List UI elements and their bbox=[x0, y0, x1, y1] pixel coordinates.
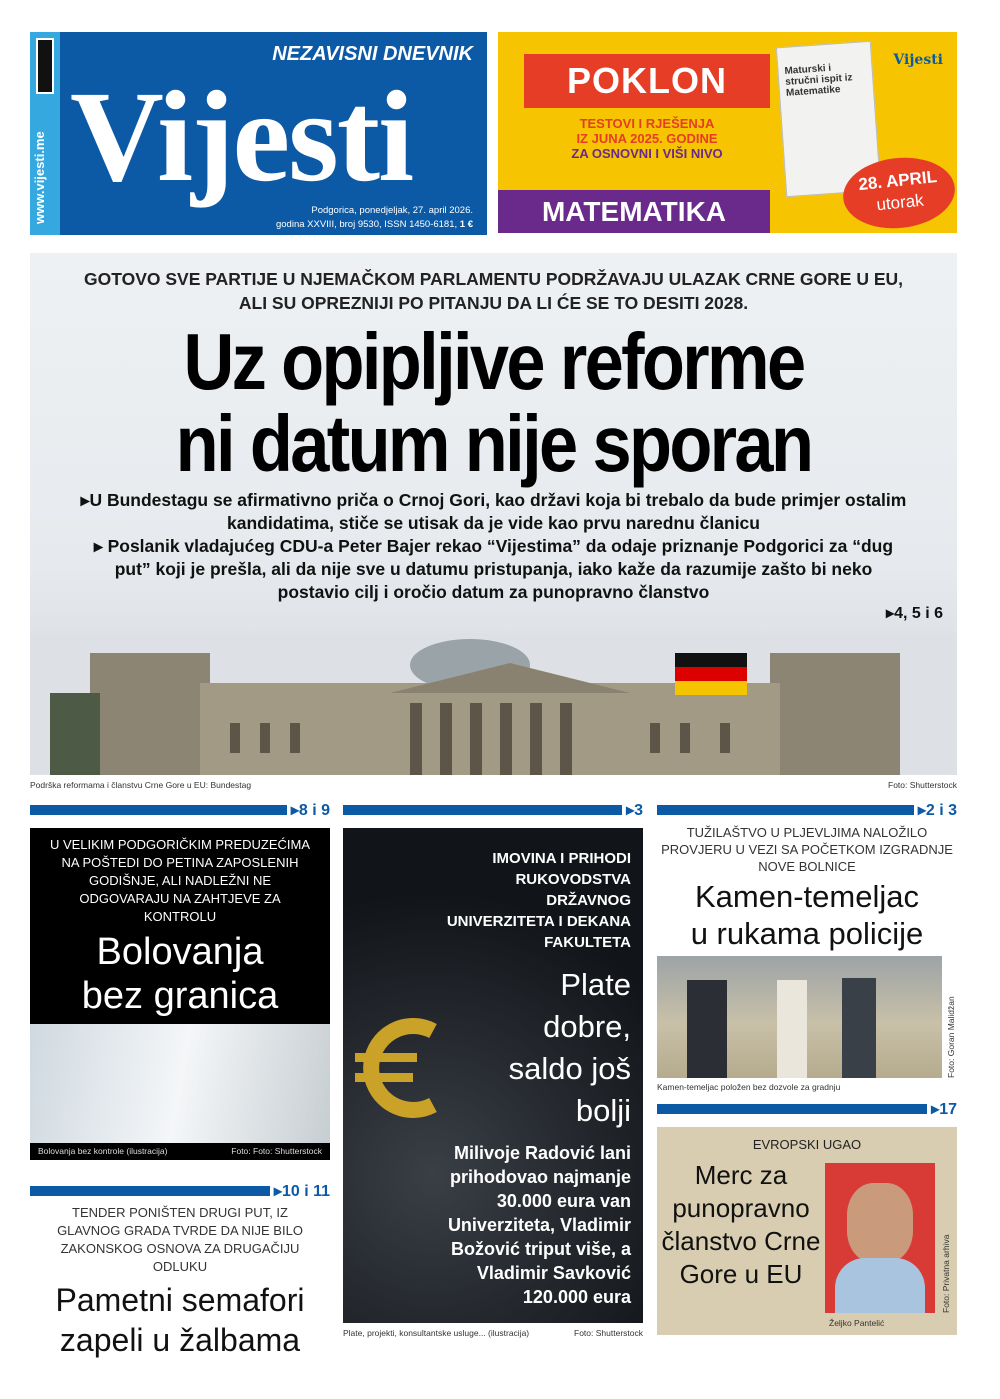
story-kicker: EVROPSKI UGAO bbox=[752, 1137, 862, 1152]
lead-credit: Foto: Shutterstock bbox=[888, 780, 957, 790]
story-title: Merc za punopravno članstvo Crne Gore u EU bbox=[661, 1160, 821, 1289]
title-line: Kamen-temeljac bbox=[695, 879, 919, 914]
euro-icon bbox=[355, 1013, 445, 1123]
section-bar[interactable]: ▸10 i 11 bbox=[30, 1181, 330, 1201]
lead-caption: Podrška reformama i članstvu Crne Gore u EU: Bundestag bbox=[30, 780, 252, 790]
photo-credit-holder bbox=[945, 956, 957, 1078]
story-title bbox=[30, 1280, 330, 1360]
bullet-text: Poslanik vladajućeg CDU-a Peter Bajer rekao “Vijestima” da odaje priznanje Podgorici za “dug put” koji je prešla, ali da nije sve u datumu pristupanja, iako kaže da razumije zašto bi neko postavio cilj i oročio datum za punopravno članstvo bbox=[107, 536, 894, 602]
kicker-line: GOTOVO SVE PARTIJE U NJEMAČKOM PARLAMENTU PODRŽAVAJU ULAZAK CRNE GORE U EU, bbox=[84, 269, 903, 289]
divider bbox=[657, 805, 914, 815]
german-flag-icon bbox=[675, 653, 747, 695]
promo-ad[interactable] bbox=[498, 32, 957, 233]
ad-subject: MATEMATIKA bbox=[498, 190, 770, 233]
section-bar[interactable]: ▸2 i 3 bbox=[657, 800, 957, 820]
headline-line: ni datum nije sporan bbox=[175, 399, 812, 488]
headline-line: Uz opipljive reforme bbox=[183, 317, 804, 406]
date: Podgorica, ponedjeljak, 27. april 2026. bbox=[311, 205, 473, 216]
ad-line: TESTOVI I RJEŠENJA bbox=[579, 116, 715, 131]
story-plate[interactable] bbox=[343, 828, 643, 1323]
ad-line: ZA OSNOVNI I VIŠI NIVO bbox=[571, 146, 723, 161]
masthead-strip bbox=[30, 32, 60, 235]
ad-logo: Vijesti bbox=[893, 52, 943, 68]
ad-day: utorak bbox=[875, 190, 925, 215]
story-kicker: U VELIKIM PODGORIČKIM PREDUZEĆIMA NA POŠTEDI DO PETINA ZAPOSLENIH GODIŠNJE, ALI NADLEŽNI NE ODGOVARAJU NA ZAHTJEVE ZA KONTROLU bbox=[49, 837, 311, 924]
photo-caption-row bbox=[30, 1143, 330, 1160]
page-ref-text: 2 i 3 bbox=[925, 802, 957, 819]
badge-icon bbox=[36, 38, 54, 94]
divider bbox=[30, 805, 287, 815]
kicker-line: ALI SU OPREZNIJI PO PITANJU DA LI ĆE SE TO DESITI 2028. bbox=[238, 293, 749, 313]
title-line: u rukama policije bbox=[690, 916, 924, 951]
section-bar[interactable]: ▸8 i 9 bbox=[30, 800, 330, 820]
ad-book: Maturski i stručni ispit iz Matematike bbox=[776, 41, 881, 197]
ad-line: IZ JUNA 2025. GODINE bbox=[576, 131, 718, 146]
photo-block bbox=[657, 956, 957, 1078]
story-kicker: TUŽILAŠTVO U PLJEVLJIMA NALOŽILO PROVJERU U VEZI SA POČETKOM IZGRADNJE NOVE BOLNICE bbox=[661, 825, 953, 874]
author-photo bbox=[825, 1163, 935, 1313]
lead-bullet bbox=[40, 489, 947, 535]
divider bbox=[343, 805, 622, 815]
lead-headline[interactable] bbox=[86, 317, 902, 488]
masthead[interactable] bbox=[30, 32, 487, 235]
story-kamen-temeljac[interactable] bbox=[657, 824, 957, 1093]
story-kicker: IMOVINA I PRIHODI RUKOVODSTVA DRŽAVNOG UNIVERZITETA I DEKANA FAKULTETA bbox=[446, 850, 631, 951]
photo-caption: Bolovanja bez kontrole (ilustracija) bbox=[38, 1146, 168, 1156]
section-bar[interactable]: ▸3 bbox=[343, 800, 643, 820]
bullet-icon: ▸ bbox=[93, 536, 108, 556]
page-ref[interactable]: ▸4, 5 i 6 bbox=[886, 605, 943, 622]
column-3 bbox=[657, 824, 957, 1335]
title-line: Pametni semafori bbox=[55, 1282, 305, 1318]
photo-credit: Foto: Privatna arhiva bbox=[941, 1234, 951, 1313]
photo-credit: Foto: Goran Malidžan bbox=[946, 996, 956, 1078]
page-ref-text: 10 i 11 bbox=[281, 1183, 330, 1200]
story-title bbox=[30, 930, 330, 1018]
bullet-text: U Bundestagu se afirmativno priča o Crnoj Gori, kao državi koja bi trebalo da bude primjer ostalim kandidatima, stiče se utisak da je vide kao prvu narednu članicu bbox=[89, 490, 907, 533]
story-body: Milivoje Radović lani prihodovao najmanje 30.000 eura van Univerziteta, Vladimir Božović triput više, a Vladimir Savković 120.000 eura bbox=[447, 1143, 631, 1307]
story-title bbox=[657, 878, 957, 952]
story-kicker: TENDER PONIŠTEN DRUGI PUT, IZ GLAVNOG GRADA TVRDE DA NIJE BILO ZAKONSKOG OSNOVA ZA DRUGAČIJU ODLUKU bbox=[57, 1205, 303, 1274]
story-title: Plate dobre, saldo još bolji bbox=[508, 967, 631, 1128]
ad-date: 28. APRIL bbox=[857, 167, 938, 195]
title-line: bez granica bbox=[81, 975, 279, 1017]
photo-credit: Foto: Foto: Shutterstock bbox=[231, 1146, 322, 1156]
story-photo bbox=[30, 1024, 330, 1143]
photo-caption-row bbox=[343, 1327, 643, 1339]
author-name: Željko Pantelić bbox=[829, 1318, 885, 1328]
lead-bullet bbox=[40, 535, 947, 604]
logo: Vijesti bbox=[70, 65, 413, 209]
page-ref-text: 17 bbox=[939, 1101, 957, 1118]
page-ref-text: 8 i 9 bbox=[298, 802, 330, 819]
photo-caption: Kamen-temeljac položen bez dozvole za gradnju bbox=[657, 1082, 841, 1092]
bullet-icon: ▸ bbox=[80, 490, 90, 510]
section-bar[interactable]: ▸17 bbox=[657, 1099, 957, 1119]
issue-info: godina XXVIII, broj 9530, ISSN 1450-6181, bbox=[275, 219, 458, 230]
story-photo bbox=[657, 956, 942, 1078]
website-url[interactable]: www.vijesti.me bbox=[32, 131, 47, 224]
tagline: NEZAVISNI DNEVNIK bbox=[272, 43, 473, 65]
story-bolovanja[interactable] bbox=[30, 828, 330, 1160]
ad-text bbox=[524, 116, 770, 161]
lead-text bbox=[30, 253, 957, 624]
page-ref-text: 3 bbox=[634, 802, 643, 819]
lead-caption-row bbox=[30, 779, 957, 791]
story-evropski-ugao[interactable] bbox=[657, 1127, 957, 1335]
dateline bbox=[276, 204, 473, 232]
title-line: Bolovanja bbox=[96, 931, 264, 973]
title-line: zapeli u žalbama bbox=[59, 1322, 301, 1358]
lead-kicker bbox=[30, 267, 957, 315]
bundestag-photo bbox=[30, 633, 957, 775]
price: 1 € bbox=[459, 219, 473, 230]
story-semafori[interactable] bbox=[30, 1204, 330, 1360]
photo-credit: Foto: Shutterstock bbox=[574, 1328, 643, 1338]
page-ref-text: 4, 5 i 6 bbox=[894, 605, 943, 622]
photo-caption: Plate, projekti, konsultantske usluge... (ilustracija) bbox=[343, 1328, 530, 1338]
divider bbox=[30, 1186, 270, 1196]
ad-title: POKLON bbox=[524, 54, 770, 108]
lead-story[interactable] bbox=[30, 253, 957, 775]
divider bbox=[657, 1104, 927, 1114]
